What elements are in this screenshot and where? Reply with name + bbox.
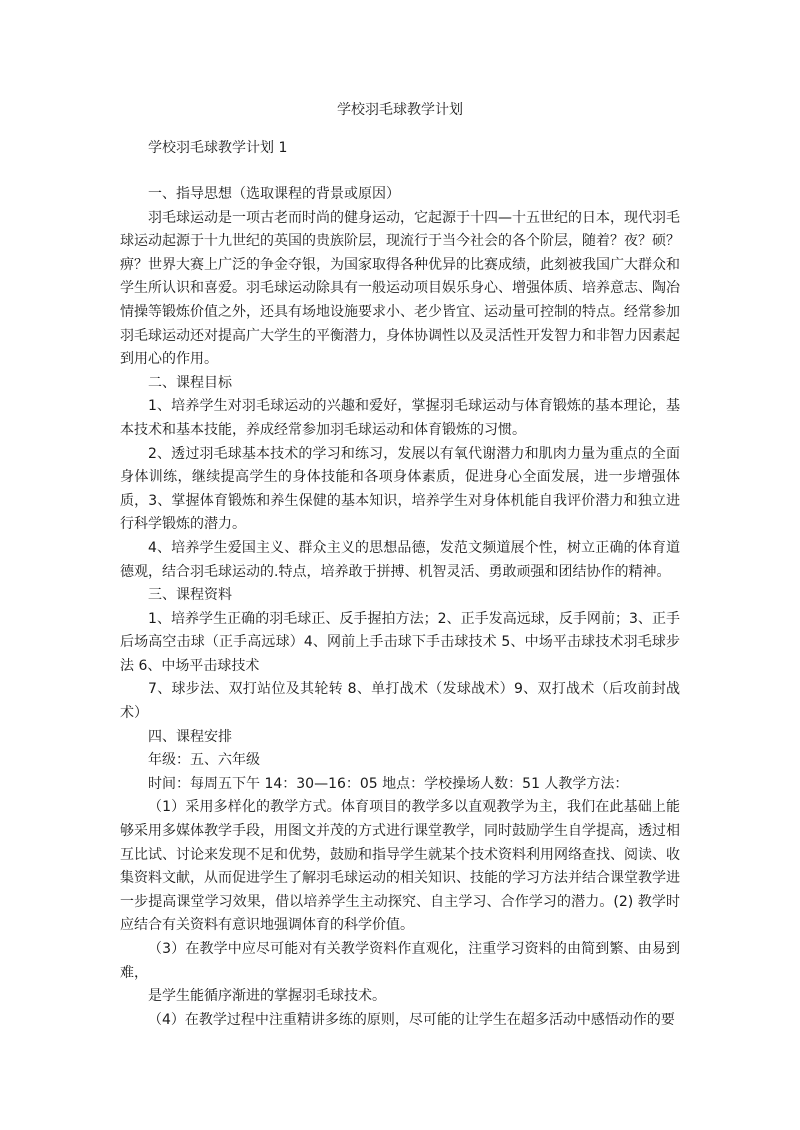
- document-title: 学校羽毛球教学计划: [337, 102, 463, 118]
- paragraph-materials-2: 7、球步法、双打站位及其轮转 8、单打战术（发球战术）9、双打战术（后攻前封战术）: [120, 681, 680, 722]
- paragraph-goal-2: 2、透过羽毛球基本技术的学习和练习，发展以有氧代谢潜力和肌肉力量为重点的全面身体训练，继续提高学生的身体技能和各项身体素质，促进身心全面发展，进一步增强体质，3、掌握体育锻炼和养生保健的基本知识，培养学生对身体机能自我评价潜力和独立进行科学锻炼的潜力。: [120, 445, 680, 533]
- document-body: [120, 183, 680, 1032]
- section-heading-materials: 三、课程资料: [148, 587, 232, 604]
- method-paragraph-1: （1）采用多样化的教学方式。体育项目的教学多以直观教学为主，我们在此基础上能够采用多媒体教学手段，用图文并茂的方式进行课堂教学，同时鼓励学生自学提高，透过相互比试、讨论来发现不足和优势，鼓励和指导学生就某个技术资料利用网络查找、阅读、收集资料文献，从而促进学生了解羽毛球运动的相关知识、技能的学习方法并结合课堂教学进一步提高课堂学习效果，借以培养学生主动探究、自主学习、合作学习的潜力。(2) 教学时应结合有关资料有意识地强调体育的科学价值。: [120, 799, 680, 934]
- paragraph-goal-4: 4、培养学生爱国主义、群众主义的思想品德，发范文频道展个性，树立正确的体育道德观，结合羽毛球运动的.特点，培养敢于拼搏、机智灵活、勇敢顽强和团结协作的精神。: [120, 539, 680, 580]
- paragraph-goal-1: 1、培养学生对羽毛球运动的兴趣和爱好，掌握羽毛球运动与体育锻炼的基本理论，基本技术和基本技能，养成经常参加羽毛球运动和体育锻炼的习惯。: [120, 398, 680, 438]
- section-heading-guiding: 一、指导思想（选取课程的背景或原因）: [148, 186, 400, 202]
- method-paragraph-4: （4）在教学过程中注重精讲多练的原则，尽可能的让学生在超多活动中感悟动作的要: [148, 1011, 675, 1028]
- paragraph-materials-1: 1、培养学生正确的羽毛球正、反手握拍方法；2、正手发高远球，反手网前；3、正手后场高空击球（正手高远球）4、网前上手击球下手击球技术 5、中场平击球技术羽毛球步法 6、中场平击球技术: [120, 610, 680, 674]
- paragraph-guiding: 羽毛球运动是一项古老而时尚的健身运动，它起源于十四—十五世纪的日本，现代羽毛球运动起源于十九世纪的英国的贵族阶层，现流行于当今社会的各个阶层，随着？夜？硕？痹？世界大赛上广泛的争金夺银，为国家取得各种优异的比赛成绩，此刻被我国广大群众和学生所认识和喜爱。羽毛球运动除具有一般运动项目娱乐身心、增强体质、培养意志、陶冶情操等锻炼价值之外，还具有场地设施要求小、老少皆宜、运动量可控制的特点。经常参加羽毛球运动还对提高广大学生的平衡潜力，身体协调性以及灵活性开发智力和非智力因素起到用心的作用。: [120, 209, 680, 368]
- method-paragraph-3-cont: 是学生能循序渐进的掌握羽毛球技术。: [148, 988, 386, 1005]
- plan-subtitle: 学校羽毛球教学计划 1: [148, 140, 288, 156]
- section-heading-goals: 二、课程目标: [148, 374, 232, 391]
- section-heading-schedule: 四、课程安排: [148, 728, 232, 745]
- time-location-line: 时间：每周五下午 14：30—16：05 地点：学校操场人数：51 人教学方法：: [148, 775, 629, 792]
- method-paragraph-3: （3）在教学中应尽可能对有关教学资料作直观化，注重学习资料的由简到繁、由易到难，: [120, 941, 680, 981]
- grade-line: 年级：五、六年级: [148, 752, 260, 769]
